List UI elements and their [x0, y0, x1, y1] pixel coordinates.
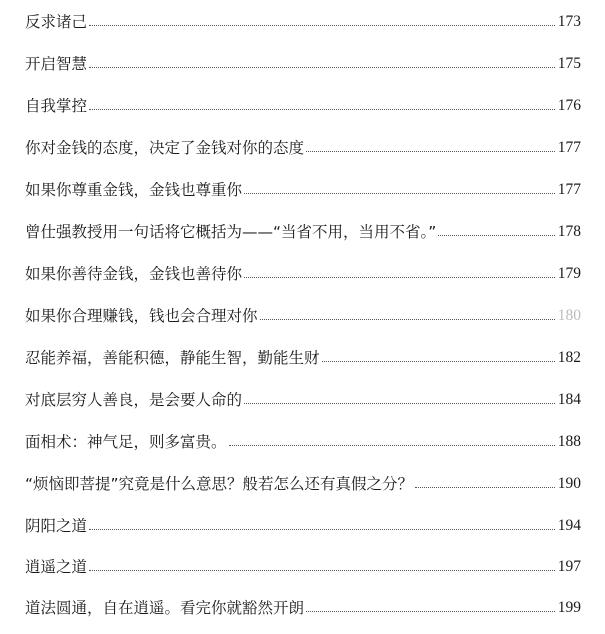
dot-leader: [306, 151, 555, 152]
toc-entry-page: 179: [557, 265, 581, 282]
dot-leader: [89, 529, 555, 530]
dot-leader: [260, 319, 555, 320]
toc-entry-page: 182: [557, 349, 581, 366]
toc-entry-page: 194: [557, 517, 581, 534]
dot-leader: [306, 611, 555, 612]
toc-entry-title: 自我掌控: [25, 97, 88, 115]
dot-leader: [244, 277, 555, 278]
toc-entry[interactable]: [25, 218, 581, 242]
toc-entry[interactable]: [25, 594, 581, 618]
toc-entry-title: 如果你合理赚钱，钱也会合理对你: [25, 307, 258, 325]
dot-leader: [244, 193, 555, 194]
dot-leader: [89, 109, 555, 110]
toc-entry-page: 178: [557, 223, 581, 240]
toc-entry-title: 阴阳之道: [25, 517, 88, 535]
toc-entry[interactable]: [25, 260, 581, 284]
toc-entry-page: 188: [557, 433, 581, 450]
toc-entry-title: 反求诸己: [25, 13, 88, 31]
toc-entry-page: 197: [557, 558, 581, 575]
toc-entry-page: 177: [557, 139, 581, 156]
toc-entry-title: 如果你善待金钱，金钱也善待你: [25, 265, 243, 283]
toc-entry[interactable]: [25, 92, 581, 116]
dot-leader: [89, 25, 555, 26]
toc-entry[interactable]: [25, 302, 581, 326]
toc-entry-page: 173: [557, 13, 581, 30]
dot-leader: [89, 570, 555, 571]
toc-entry-title: “烦恼即菩提”究竟是什么意思？般若怎么还有真假之分？: [25, 475, 414, 493]
toc-entry[interactable]: [25, 176, 581, 200]
toc-entry[interactable]: [25, 512, 581, 536]
toc-entry-title: 面相术：神气足，则多富贵。: [25, 433, 227, 451]
dot-leader: [438, 235, 555, 236]
toc-entry-page: 199: [557, 599, 581, 616]
toc-entry-page: 177: [557, 181, 581, 198]
toc-entry-title: 对底层穷人善良，是会要人命的: [25, 391, 243, 409]
toc-entry[interactable]: [25, 8, 581, 32]
toc-entry[interactable]: [25, 428, 581, 452]
toc-entry-page: 175: [557, 55, 581, 72]
toc-entry-title: 忍能养福，善能积德，静能生智，勤能生财: [25, 349, 320, 367]
toc-entry-title: 你对金钱的态度，决定了金钱对你的态度: [25, 139, 305, 157]
toc-entry-title: 如果你尊重金钱，金钱也尊重你: [25, 181, 243, 199]
dot-leader: [322, 361, 555, 362]
toc-entry[interactable]: [25, 134, 581, 158]
toc-entry-title: 道法圆通，自在逍遥。看完你就豁然开朗: [25, 599, 305, 617]
toc-entry[interactable]: [25, 344, 581, 368]
dot-leader: [89, 67, 555, 68]
toc-entry-page: 176: [557, 97, 581, 114]
toc-entry[interactable]: [25, 50, 581, 74]
dot-leader: [415, 487, 555, 488]
toc-entry[interactable]: [25, 553, 581, 577]
dot-leader: [229, 445, 555, 446]
toc-entry-title: 逍遥之道: [25, 558, 88, 576]
toc-entry-page: 180: [557, 307, 581, 324]
toc-entry[interactable]: [25, 386, 581, 410]
toc-entry-title: 曾仕强教授用一句话将它概括为——“当省不用，当用不省。”: [25, 223, 437, 241]
toc-entry[interactable]: [25, 470, 581, 494]
toc-entry-page: 184: [557, 391, 581, 408]
toc-entry-page: 190: [557, 475, 581, 492]
toc-entry-title: 开启智慧: [25, 55, 88, 73]
dot-leader: [244, 403, 555, 404]
